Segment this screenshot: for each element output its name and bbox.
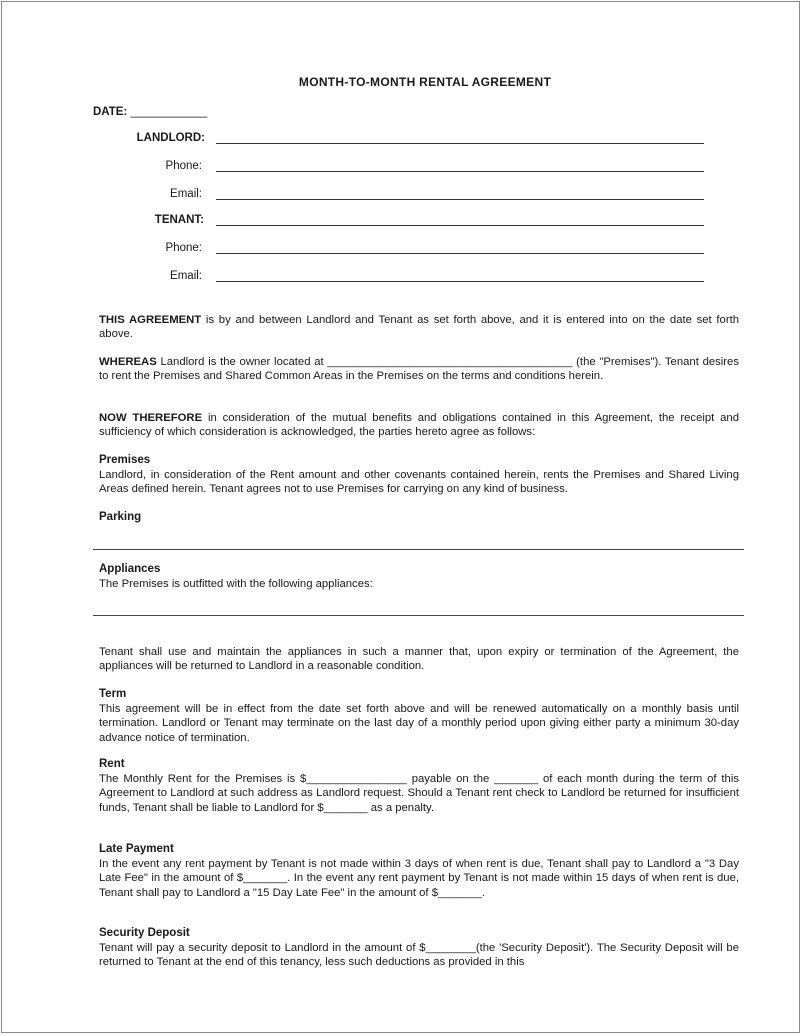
agreement-text: is by and between Landlord and Tenant as set forth above, and it is entered into on the date set forth above. <box>99 314 743 341</box>
document-title: MONTH-TO-MONTH RENTAL AGREEMENT <box>298 75 552 89</box>
parking-rule <box>93 549 744 550</box>
landlord-email-line <box>216 199 704 200</box>
security-deposit-heading: Security Deposit <box>99 927 190 939</box>
now-therefore-paragraph <box>99 411 743 440</box>
late-payment-text: In the event any rent payment by Tenant is not made within 3 days of when rent is due, Tenant shall pay to Landlord a "3 Day Late Fee" in the amount of $_______. In the event any rent payment by Tenant is not made within 15 days of when rent is due, Tenant shall pay to Landlord a "15 Day Late Fee" in the amount of $_______. <box>99 858 743 899</box>
term-heading: Term <box>99 688 127 700</box>
security-deposit-text: Tenant will pay a security deposit to Landlord in the amount of $________(the 'Security Deposit'). The Security Deposit will be returned to Tenant at the end of this tenancy, less such deductions as provided in this <box>99 942 743 969</box>
now-therefore-lead: NOW THEREFORE <box>99 412 203 424</box>
date-label: DATE: <box>93 106 128 118</box>
appliances-text: The Premises is outfitted with the following appliances: <box>99 578 373 590</box>
term-text: This agreement will be in effect from the date set forth above and will be renewed automatically on a monthly basis until termination. Landlord or Tenant may terminate on the last day of a monthly period upon giving either party a minimum 30-day advance notice of termination. <box>99 703 743 744</box>
landlord-label: LANDLORD: <box>136 132 205 144</box>
landlord-phone-label: Phone: <box>165 160 202 172</box>
rent-text: The Monthly Rent for the Premises is $________________ payable on the _______ of each month during the term of this Agreement to Landlord at such address as Landlord request. Should a Tenant rent check to Landlord be returned for insufficient funds, Tenant shall be liable to Landlord for $_______ as a penalty. <box>99 773 743 814</box>
whereas-text: Landlord is the owner located at _______________________________________ (the "Premises"). Tenant desires to rent the Premises and Shared Common Areas in the Premises on the terms and conditions herein. <box>99 356 743 383</box>
whereas-paragraph <box>99 355 743 384</box>
agreement-paragraph <box>99 313 743 342</box>
appliances-use-text: Tenant shall use and maintain the appliances in such a manner that, upon expiry or termination of the Agreement, the appliances will be returned to Landlord in a reasonable condition. <box>99 646 743 673</box>
tenant-phone-line <box>216 253 704 254</box>
landlord-line <box>216 143 704 144</box>
now-therefore-text: in consideration of the mutual benefits and obligations contained in this Agreement, the receipt and sufficiency of which consideration is acknowledged, the parties hereto agree as follows: <box>99 412 743 439</box>
whereas-lead: WHEREAS <box>99 356 157 368</box>
tenant-phone-label: Phone: <box>165 242 202 254</box>
tenant-label: TENANT: <box>154 214 204 226</box>
appliances-heading: Appliances <box>99 563 161 575</box>
appliances-rule <box>93 615 744 616</box>
premises-heading: Premises <box>99 454 151 466</box>
tenant-line <box>216 225 704 226</box>
rent-heading: Rent <box>99 758 125 770</box>
agreement-lead: THIS AGREEMENT <box>99 314 202 326</box>
tenant-email-label: Email: <box>170 270 202 282</box>
tenant-email-line <box>216 281 704 282</box>
late-payment-heading: Late Payment <box>99 843 174 855</box>
parking-heading: Parking <box>99 511 142 523</box>
date-blank: ____________ <box>130 106 208 118</box>
premises-text: Landlord, in consideration of the Rent amount and other covenants contained herein, rents the Premises and Shared Living Areas defined herein. Tenant agrees not to use Premises for carrying on any kind of business. <box>99 469 742 496</box>
landlord-email-label: Email: <box>170 188 202 200</box>
date-field <box>93 106 207 118</box>
landlord-phone-line <box>216 171 704 172</box>
